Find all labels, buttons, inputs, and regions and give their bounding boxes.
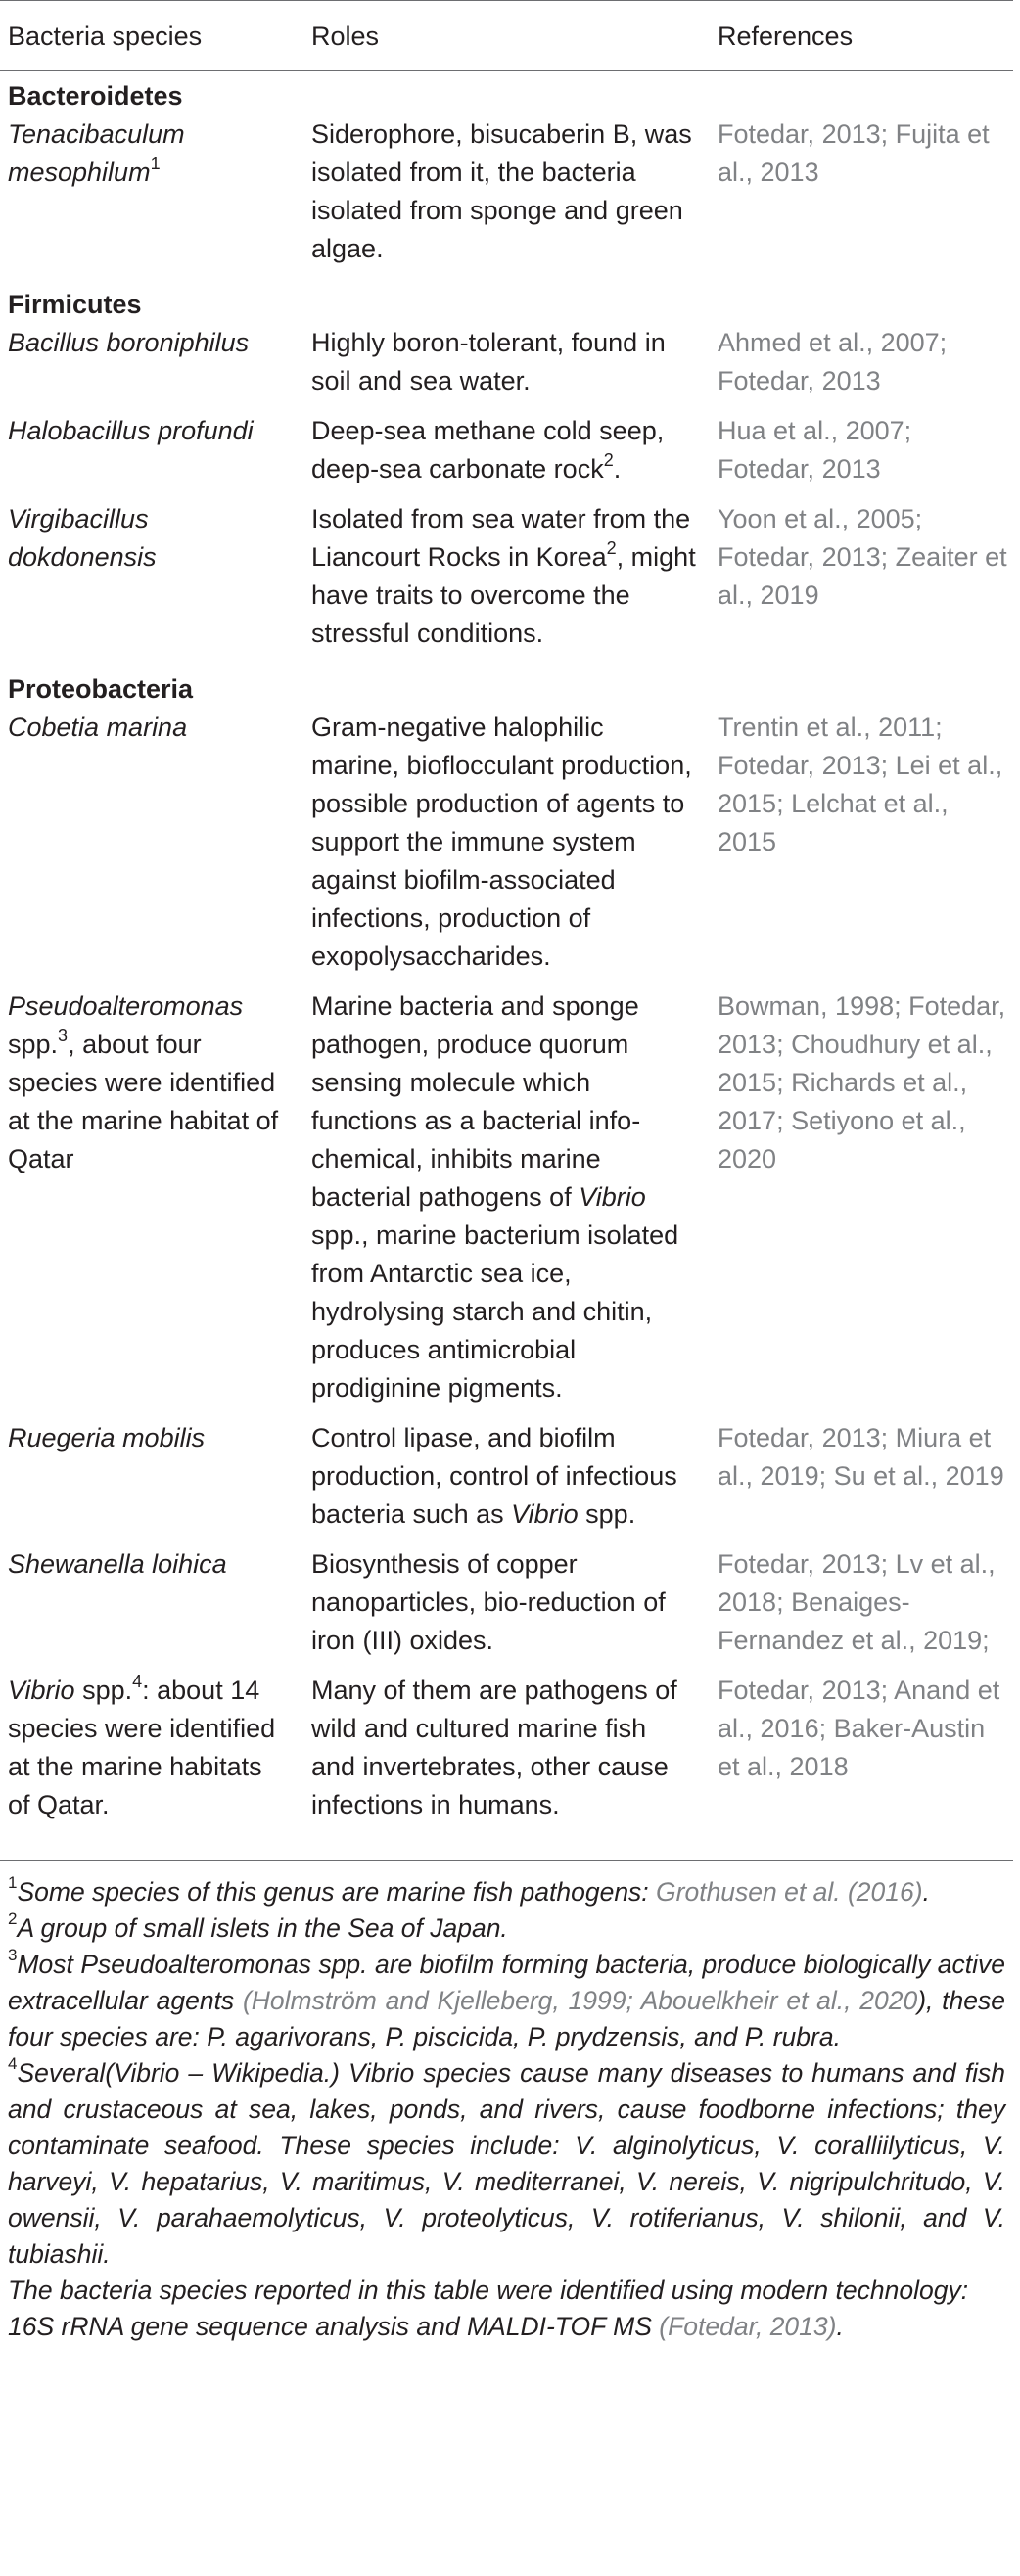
role-text-tail: spp., marine bacterium isolated from Antarctic sea ice, hydrolysing starch and chitin, produces antimicrobial prodiginine pigments. — [311, 1220, 679, 1403]
reference-cell[interactable]: Fotedar, 2013; Anand et al., 2016; Baker-Austin et al., 2018 — [718, 1676, 1000, 1781]
footnote-tail: . — [922, 1877, 930, 1907]
table-row — [0, 324, 1013, 412]
role-genus: Vibrio — [579, 1182, 646, 1212]
table-row — [0, 709, 1013, 988]
footnote-mark: 3 — [58, 1026, 69, 1045]
group-label: Firmicutes — [8, 290, 142, 319]
species-cell: Bacillus boroniphilus — [8, 328, 250, 357]
table-row — [0, 412, 1013, 500]
footnote-3 — [8, 1947, 1005, 2055]
footnote-text: Some species of this genus are marine fish pathogens: — [17, 1877, 657, 1907]
footnote-mark: 2 — [603, 450, 614, 470]
header-bacteria-species: Bacteria species — [8, 22, 203, 51]
species-name: Pseudoalteromonas — [8, 991, 244, 1021]
table-note — [8, 2273, 1005, 2345]
role-cell — [303, 1419, 710, 1545]
species-cell: Ruegeria mobilis — [8, 1423, 206, 1452]
role-cell — [303, 988, 710, 1419]
header-row — [0, 1, 1013, 71]
table-body — [0, 71, 1013, 1861]
citation-link[interactable]: Grothusen et al. (2016) — [656, 1877, 923, 1907]
group-row — [0, 280, 1013, 324]
species-cell — [0, 115, 303, 280]
role-cell: Many of them are pathogens of wild and cultured marine fish and invertebrates, other cause infections in humans. — [311, 1676, 677, 1819]
citation-link[interactable]: (Fotedar, 2013) — [659, 2312, 837, 2341]
footnote-tail: . — [836, 2312, 844, 2341]
species-name: Vibrio — [8, 1676, 75, 1705]
table-row — [0, 115, 1013, 280]
role-cell: Biosynthesis of copper nanoparticles, bio-reduction of iron (III) oxides. — [311, 1549, 666, 1655]
table-header — [0, 1, 1013, 71]
table-row — [0, 988, 1013, 1419]
footnote-2 — [8, 1910, 1005, 1947]
footnote-mark: 2 — [8, 1909, 18, 1929]
table-row — [0, 500, 1013, 665]
footnote-mark: 1 — [150, 154, 161, 173]
reference-cell[interactable]: Yoon et al., 2005; Fotedar, 2013; Zeaiter et al., 2019 — [718, 504, 1007, 610]
species-name: Tenacibaculum mesophilum — [8, 119, 185, 187]
header-references: References — [718, 22, 854, 51]
role-cell — [303, 412, 710, 500]
group-label: Bacteroidetes — [8, 81, 183, 111]
role-text: Marine bacteria and sponge pathogen, produce quorum sensing molecule which functions as a bacterial info-chemical, inhibits marine bacterial pathogens of — [311, 991, 641, 1212]
reference-cell[interactable]: Fotedar, 2013; Lv et al., 2018; Benaiges-Fernandez et al., 2019; — [718, 1549, 996, 1655]
role-text: Deep-sea methane cold seep, deep-sea carbonate rock — [311, 416, 665, 483]
role-cell — [303, 500, 710, 665]
table-row — [0, 1545, 1013, 1672]
footnote-mark: 3 — [8, 1946, 18, 1965]
species-cell — [0, 1672, 303, 1861]
role-text-tail: spp. — [578, 1499, 636, 1529]
role-cell: Siderophore, bisucaberin B, was isolated from it, the bacteria isolated from sponge and green algae. — [311, 119, 692, 263]
species-spp: spp. — [8, 1030, 59, 1059]
group-row — [0, 665, 1013, 709]
footnote-mark: 4 — [8, 2054, 18, 2074]
role-text: Control lipase, and biofilm production, control of infectious bacteria such as — [311, 1423, 677, 1529]
reference-cell[interactable]: Fotedar, 2013; Fujita et al., 2013 — [718, 119, 990, 187]
group-row — [0, 71, 1013, 116]
species-cell: Cobetia marina — [8, 713, 188, 742]
footnote-1 — [8, 1874, 1005, 1910]
species-spp: spp. — [82, 1676, 133, 1705]
table-row — [0, 1672, 1013, 1861]
group-label: Proteobacteria — [8, 674, 194, 704]
reference-cell[interactable]: Trentin et al., 2011; Fotedar, 2013; Lei et al., 2015; Lelchat et al., 2015 — [718, 713, 1003, 856]
footnote-mark: 4 — [132, 1672, 143, 1691]
footnote-text: A group of small islets in the Sea of Japan. — [17, 1913, 508, 1943]
footnote-mark: 2 — [606, 538, 617, 558]
role-text-tail: . — [613, 454, 622, 483]
role-text-tail: , might have traits to overcome the stressful conditions. — [311, 542, 696, 648]
reference-cell[interactable]: Ahmed et al., 2007; Fotedar, 2013 — [718, 328, 948, 395]
footnote-4 — [8, 2055, 1005, 2273]
footnote-tail: ), these four species are: P. agarivorans, P. piscicida, P. prydzensis, and P. rubra. — [8, 1986, 1005, 2051]
citation-separator: ; — [626, 1986, 641, 2015]
reference-cell[interactable]: Hua et al., 2007; Fotedar, 2013 — [718, 416, 912, 483]
role-genus: Vibrio — [511, 1499, 579, 1529]
footnote-text: The bacteria species reported in this table were identified using modern technology: 16S rRNA gene sequence analysis and MALDI-TOF MS — [8, 2276, 969, 2341]
species-cell — [0, 988, 303, 1419]
species-note: , about four species were identified at the marine habitat of Qatar — [8, 1030, 279, 1173]
role-text: Isolated from sea water from the Liancourt Rocks in Korea — [311, 504, 691, 572]
footnote-text: Several(Vibrio – Wikipedia.) Vibrio species cause many diseases to humans and fish and crustaceous at sea, lakes, ponds, and rivers, cause foodborne infections; they contaminate seafood. These species include: V. alginolyticus, V. coralliilyticus, V. harveyi, V. hepatarius, V. maritimus, V. mediterranei, V. nereis, V. nigripulchritudo, V. owensii, V. parahaemolyticus, V. proteolyticus, V. rotiferianus, V. shilonii, and V. tubiashii. — [8, 2058, 1005, 2269]
species-cell: Virgibacillus dokdonensis — [8, 504, 157, 572]
citation-link[interactable]: Abouelkheir et al., 2020 — [640, 1986, 918, 2015]
role-cell: Gram-negative halophilic marine, bioflocculant production, possible production of agents to support the immune system against biofilm-associated infections, production of exopolysaccharides. — [311, 713, 692, 971]
species-cell: Shewanella loihica — [8, 1549, 227, 1579]
species-note: : about 14 species were identified at the marine habitats of Qatar. — [8, 1676, 276, 1819]
reference-cell[interactable]: Fotedar, 2013; Miura et al., 2019; Su et al., 2019 — [718, 1423, 1004, 1491]
table-footnotes — [0, 1861, 1013, 2345]
footnote-mark: 1 — [8, 1873, 18, 1893]
role-cell: Highly boron-tolerant, found in soil and sea water. — [311, 328, 666, 395]
reference-cell[interactable]: Bowman, 1998; Fotedar, 2013; Choudhury et al., 2015; Richards et al., 2017; Setiyono et al., 2020 — [718, 991, 1006, 1173]
citation-link[interactable]: (Holmström and Kjelleberg, 1999 — [242, 1986, 626, 2015]
table-row — [0, 1419, 1013, 1545]
header-roles: Roles — [311, 22, 380, 51]
species-cell: Halobacillus profundi — [8, 416, 254, 445]
footnote-text: Most Pseudoalteromonas spp. are biofilm forming bacteria, produce biologically active extracellular agents — [8, 1950, 1005, 2015]
